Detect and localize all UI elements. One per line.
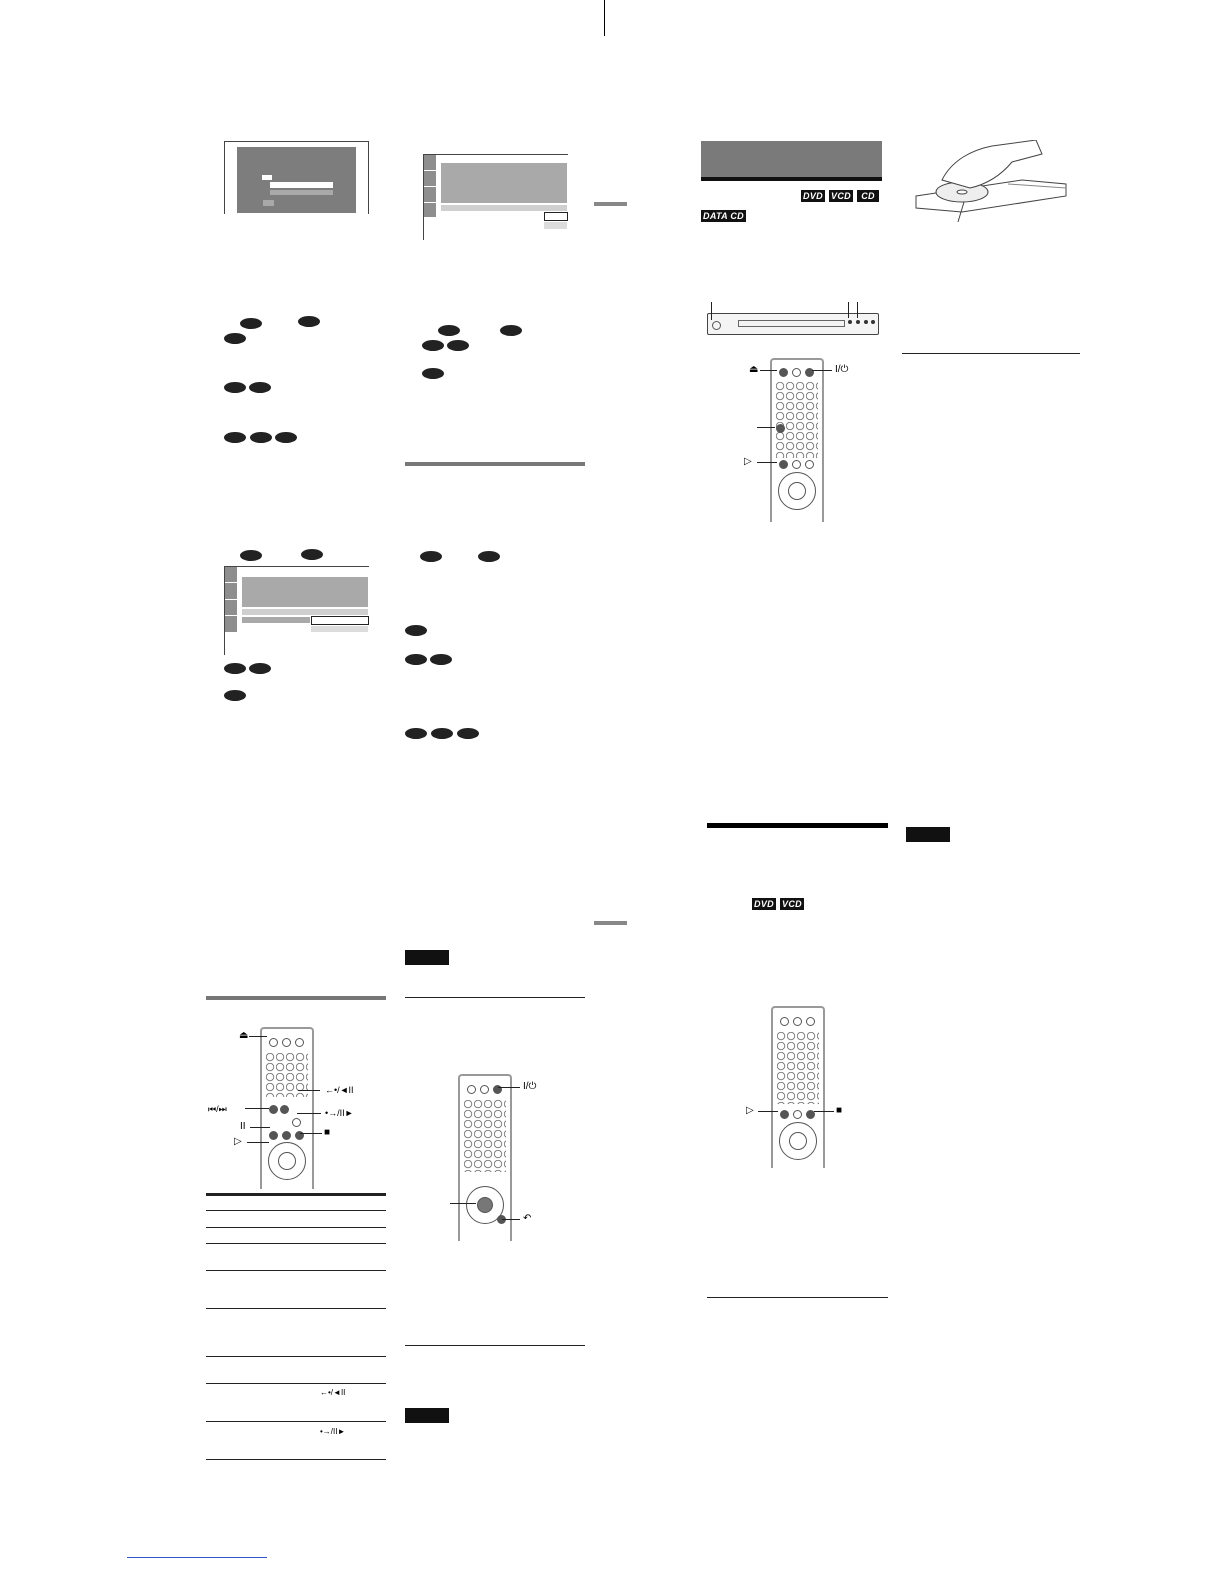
remote-control-illustration [458,1074,512,1241]
power-label: I/⏻ [523,1081,537,1092]
dvd-badge: DVD [801,190,825,202]
disc-icon [430,654,452,665]
return-label: ↶ [523,1213,532,1224]
table-rule [206,1459,386,1460]
eject-icon: ⏏ [239,1030,249,1041]
section-rule [707,1297,888,1298]
disc-icon [250,432,272,443]
eject-icon: ⏏ [749,364,759,375]
disc-icon [405,728,427,739]
play-label: ▷ [746,1105,754,1116]
osd-menu-panel [242,577,368,607]
section-rule [405,997,585,998]
disc-icon [249,663,271,674]
osd-screen-1 [224,141,369,214]
disc-icon [431,728,453,739]
osd-menu-option-box [544,212,568,221]
osd-menu-row-selected [242,617,310,623]
osd-screen-1-button [263,200,274,206]
osd-screen-1-tab [262,175,272,180]
table-rule [206,1356,386,1357]
disc-icon [457,728,479,739]
disc-icon [224,333,246,344]
power-label: I/⏻ [835,364,849,375]
disc-icon [275,432,297,443]
section-rule [902,353,1080,354]
disc-icon [447,340,469,351]
stop-label: ■ [836,1105,843,1116]
osd-menu-option-box [311,616,369,625]
pause-label: II [240,1121,246,1132]
cd-badge: CD [857,190,879,202]
disc-icon [249,382,271,393]
osd-menu-screen-2 [423,154,568,240]
table-replay-icon: ←•/◄II [320,1388,346,1397]
osd-menu-screen-3 [224,566,369,655]
footer-link-underline[interactable] [127,1557,267,1558]
table-rule [206,1227,386,1228]
note-label [906,827,950,842]
osd-screen-1-field-2 [270,190,333,195]
osd-screen-1-panel [237,147,356,213]
side-index-tab [594,921,627,925]
section-rule [707,823,888,828]
table-rule [206,1210,386,1211]
chapter-title-rule [701,177,882,181]
play-label: ▷ [234,1136,242,1147]
disc-icon [405,654,427,665]
side-index-tab [594,202,627,206]
osd-menu-option [544,222,567,229]
prev-next-label: ⏮/⏭ [208,1104,227,1114]
osd-menu-row [242,609,368,615]
disc-insert-illustration [912,140,1070,228]
chapter-title-banner [701,141,882,177]
disc-icon [478,551,500,562]
stop-label: ■ [324,1127,331,1138]
note-label [405,950,449,965]
disc-icon [298,316,320,327]
disc-icon [438,325,460,336]
osd-menu-row [441,205,567,211]
advance-step-label: •→/II► [325,1108,354,1118]
section-rule [206,996,386,1000]
disc-icon [422,340,444,351]
disc-icon [224,382,246,393]
table-rule [206,1308,386,1309]
disc-icon [224,690,246,701]
disc-icon [240,550,262,561]
disc-icon [301,549,323,560]
page-vertical-line [604,0,605,36]
table-rule [206,1383,386,1384]
play-label: ▷ [744,456,752,467]
replay-step-label: ←•/◄II [325,1085,354,1095]
disc-icon [405,625,427,636]
table-rule [206,1243,386,1244]
osd-screen-1-field [270,182,333,188]
disc-icon [240,318,262,329]
data-cd-badge: DATA CD [701,210,746,222]
osd-menu-panel [441,163,567,203]
osd-menu-option [311,626,368,632]
remote-control-illustration [771,1006,825,1168]
section-rule [405,462,585,466]
table-advance-icon: •→/II► [320,1427,346,1436]
dvd-badge: DVD [752,898,776,910]
section-rule [405,1345,585,1346]
table-rule [206,1421,386,1422]
dvd-player-illustration [707,313,879,335]
note-label [405,1408,449,1423]
table-rule [206,1270,386,1271]
disc-icon [422,368,444,379]
disc-icon [500,325,522,336]
vcd-badge: VCD [780,898,804,910]
vcd-badge: VCD [829,190,853,202]
table-rule [206,1193,386,1196]
remote-control-illustration [770,358,824,522]
disc-icon [224,432,246,443]
disc-icon [224,663,246,674]
disc-icon [420,551,442,562]
